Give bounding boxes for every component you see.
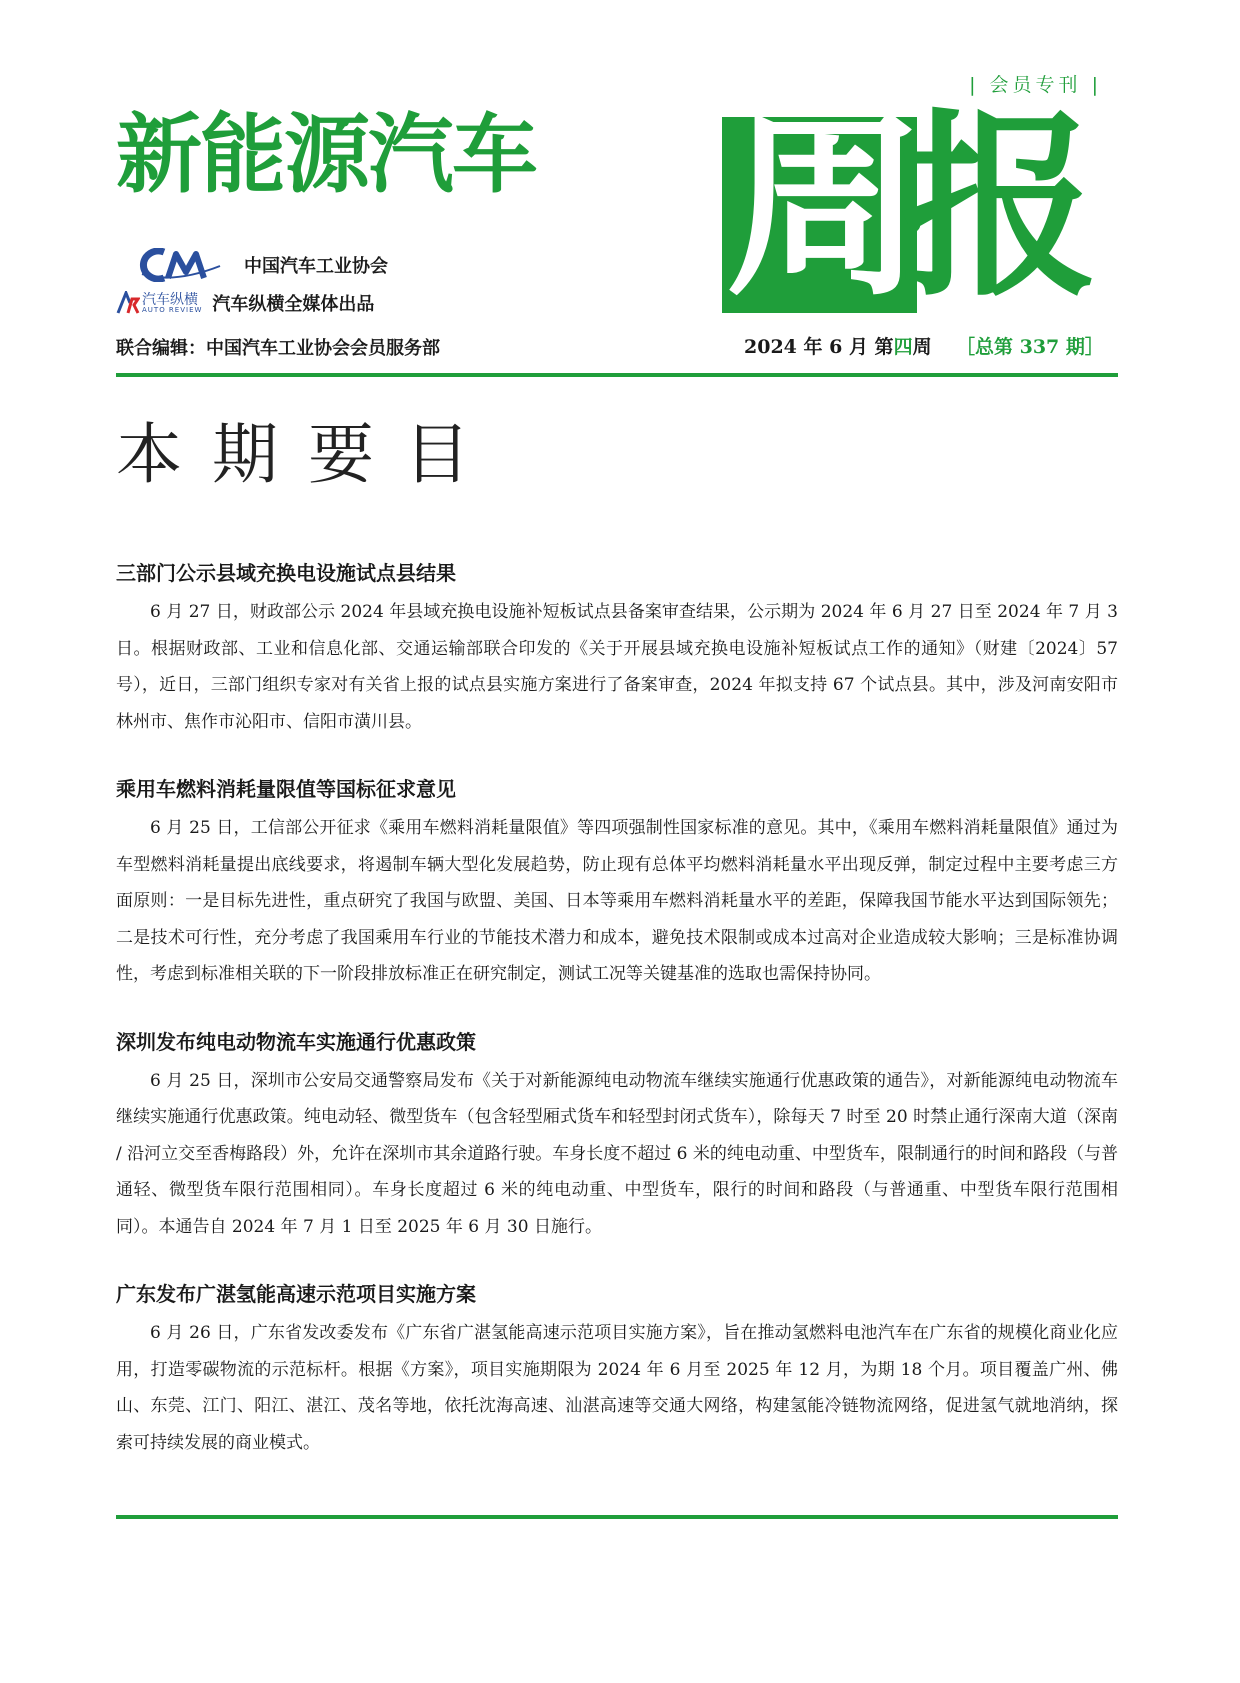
- date-prefix: 2024 年 6 月 第: [744, 336, 894, 358]
- caam-name: 中国汽车工业协会: [244, 256, 388, 277]
- joint-editor-line: 联合编辑：中国汽车工业协会会员服务部: [116, 338, 440, 359]
- article-title: 三部门公示县域充换电设施试点县结果: [116, 561, 456, 585]
- autoreview-mark-icon: [116, 291, 140, 315]
- masthead-zhou-char: 周: [726, 90, 924, 323]
- article-item: [116, 558, 1118, 740]
- issue-number: ［总第 337 期］: [956, 336, 1104, 358]
- date-week-number: 四: [893, 336, 913, 358]
- article-title: 乘用车燃料消耗量限值等国标征求意见: [116, 777, 456, 801]
- article-body: 6 月 25 日，工信部公开征求《乘用车燃料消耗量限值》等四项强制性国家标准的意见。其中，《乘用车燃料消耗量限值》通过为车型燃料消耗量提出底线要求，将遏制车辆大型化发展趋势，防止现有总体平均燃料消耗量水平出现反弹，制定过程中主要考虑三方面原则：一是目标先进性，重点研究了我国与欧盟、美国、日本等乘用车燃料消耗量水平的差距，保障我国节能水平达到国际领先；二是技术可行性，充分考虑了我国乘用车行业的节能技术潜力和成本，避免技术限制或成本过高对企业造成较大影响；三是标准协调性，考虑到标准相关联的下一阶段排放标准正在研究制定，测试工况等关键基准的选取也需保持协同。: [116, 818, 1118, 984]
- member-edition-tag: | 会员专刊 |: [969, 74, 1102, 96]
- masthead-bao-char: 报: [900, 90, 1098, 323]
- section-title: 本期要目: [116, 416, 500, 493]
- footer-divider: [116, 1515, 1118, 1519]
- article-list: [116, 558, 1118, 1495]
- article-body: 6 月 25 日，深圳市公安局交通警察局发布《关于对新能源纯电动物流车继续实施通行优惠政策的通告》，对新能源纯电动物流车继续实施通行优惠政策。纯电动轻、微型货车（包含轻型厢式货车和轻型封闭式货车），除每天 7 时至 20 时禁止通行深南大道（深南 / 沿河立交至香梅路段）外，允许在深圳市其余道路行驶。车身长度不超过 6 米的纯电动重、中型货车，限制通行的时间和路段（与普通轻、微型货车限行范围相同）。车身长度超过 6 米的纯电动重、中型货车，限行的时间和路段（与普通重、中型货车限行范围相同）。本通告自 2024 年 7 月 1 日至 2025 年 6 月 30 日施行。: [116, 1070, 1118, 1237]
- article-body: 6 月 27 日，财政部公示 2024 年县域充换电设施补短板试点县备案审查结果，公示期为 2024 年 6 月 27 日至 2024 年 7 月 3 日。根据财政部、工业和信息化部、交通运输部联合印发的《关于开展县域充换电设施补短板试点工作的通知》（财建〔2024〕57 号），近日，三部门组织专家对有关省上报的试点县实施方案进行了备案审查，2024 年拟支持 67 个试点县。其中，涉及河南安阳市林州市、焦作市沁阳市、信阳市潢川县。: [116, 602, 1118, 732]
- article-item: [116, 1027, 1118, 1246]
- article-title: 深圳发布纯电动物流车实施通行优惠政策: [116, 1029, 476, 1054]
- caam-logo-icon: [134, 248, 224, 282]
- caam-row: [134, 248, 388, 282]
- autoreview-credit: 汽车纵横全媒体出品: [212, 294, 375, 315]
- header-divider: [116, 373, 1118, 377]
- autoreview-row: [116, 290, 374, 316]
- article-item: [116, 1279, 1118, 1461]
- autoreview-logo: [116, 291, 202, 315]
- autoreview-logo-en: AUTO REVIEW: [142, 305, 203, 314]
- article-title: 广东发布广湛氢能高速示范项目实施方案: [116, 1282, 476, 1306]
- masthead-title: 新能源汽车: [116, 105, 536, 205]
- date-suffix: 周: [912, 336, 932, 358]
- issue-date: [744, 332, 932, 359]
- autoreview-logo-cn: 汽车纵横: [142, 291, 198, 308]
- article-body: 6 月 26 日，广东省发改委发布《广东省广湛氢能高速示范项目实施方案》，旨在推动氢燃料电池汽车在广东省的规模化商业化应用，打造零碳物流的示范标杆。根据《方案》，项目实施期限为 2024 年 6 月至 2025 年 12 月，为期 18 个月。项目覆盖广州、佛山、东莞、江门、阳江、湛江、茂名等地，依托沈海高速、汕湛高速等交通大网络，构建氢能冷链物流网络，促进氢气就地消纳，探索可持续发展的商业模式。: [116, 1323, 1118, 1453]
- article-item: [116, 774, 1118, 993]
